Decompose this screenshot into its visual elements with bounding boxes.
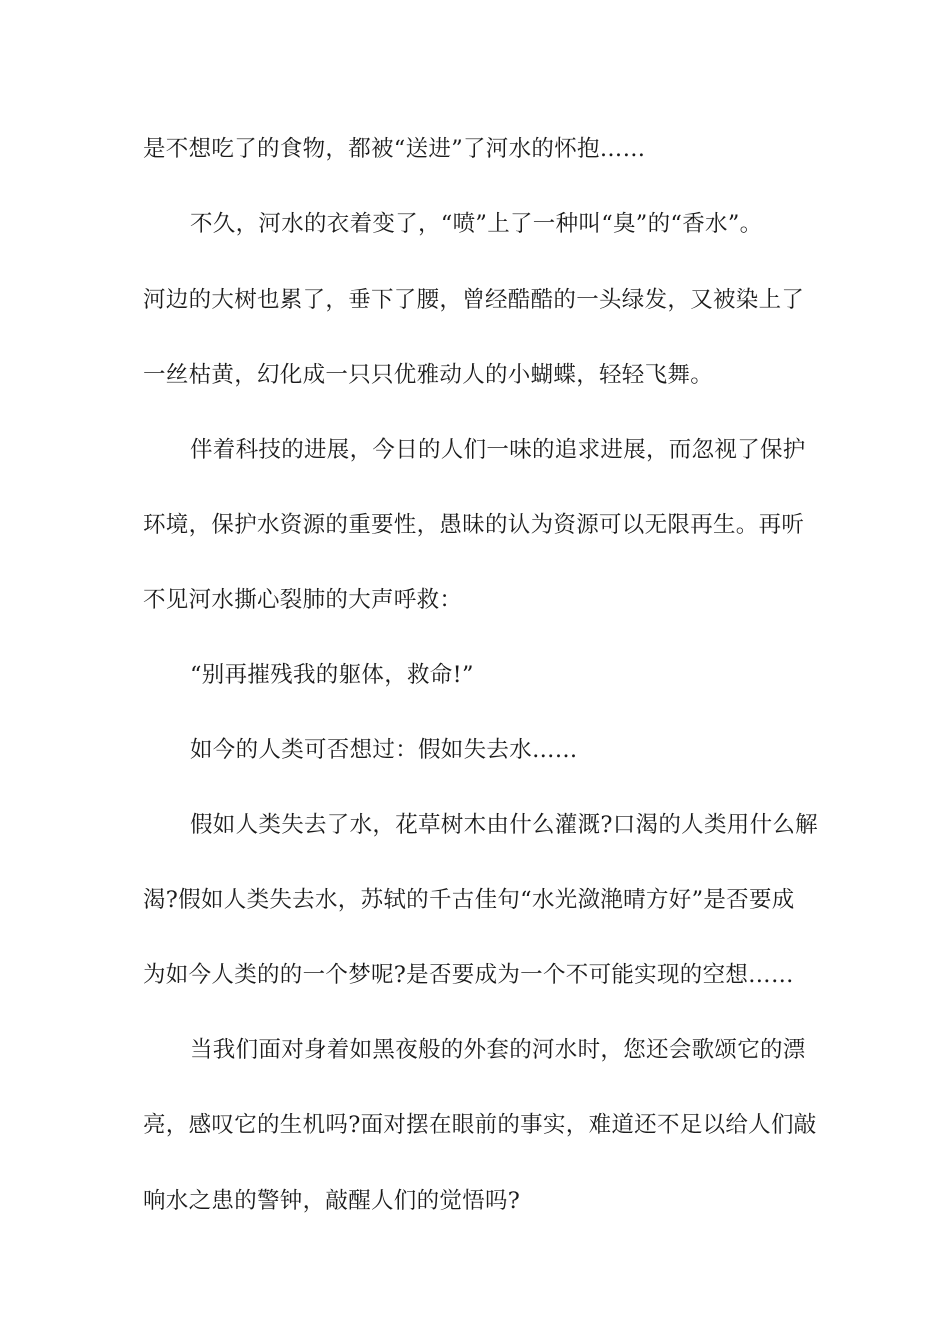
paragraph-start-line: 当我们面对身着如黑夜般的外套的河水时，您还会歌颂它的漂 [190,1037,806,1063]
text-line: 一丝枯黄，幻化成一只只优雅动人的小蝴蝶，轻轻飞舞。 [143,362,714,388]
text-line: 环境，保护水资源的重要性，愚昧的认为资源可以无限再生。再听 [143,512,805,538]
paragraph-start-line: 伴着科技的进展，今日的人们一味的追求进展，而忽视了保护 [190,437,806,463]
text-line: 不见河水撕心裂肺的大声呼救： [143,587,463,613]
paragraph-start-line: 不久，河水的衣着变了，“喷”上了一种叫“臭”的“香水”。 [190,211,763,237]
text-line: 亮，感叹它的生机吗?面对摆在眼前的事实，难道还不足以给人们敲 [143,1112,817,1138]
text-line: 河边的大树也累了，垂下了腰，曾经酷酷的一头绿发，又被染上了 [143,287,805,313]
paragraph-start-line: “别再摧残我的躯体，救命!” [190,662,474,688]
text-line: 渴?假如人类失去水，苏轼的千古佳句“水光潋滟晴方好”是否要成 [143,887,795,913]
text-line: 是不想吃了的食物，都被“送进”了河水的怀抱…… [143,136,646,162]
paragraph-start-line: 假如人类失去了水，花草树木由什么灌溉?口渴的人类用什么解 [190,812,818,838]
text-line: 为如今人类的的一个梦呢?是否要成为一个不可能实现的空想…… [143,962,794,988]
text-line: 响水之患的警钟，敲醒人们的觉悟吗? [143,1188,521,1214]
paragraph-start-line: 如今的人类可否想过：假如失去水…… [190,737,578,763]
